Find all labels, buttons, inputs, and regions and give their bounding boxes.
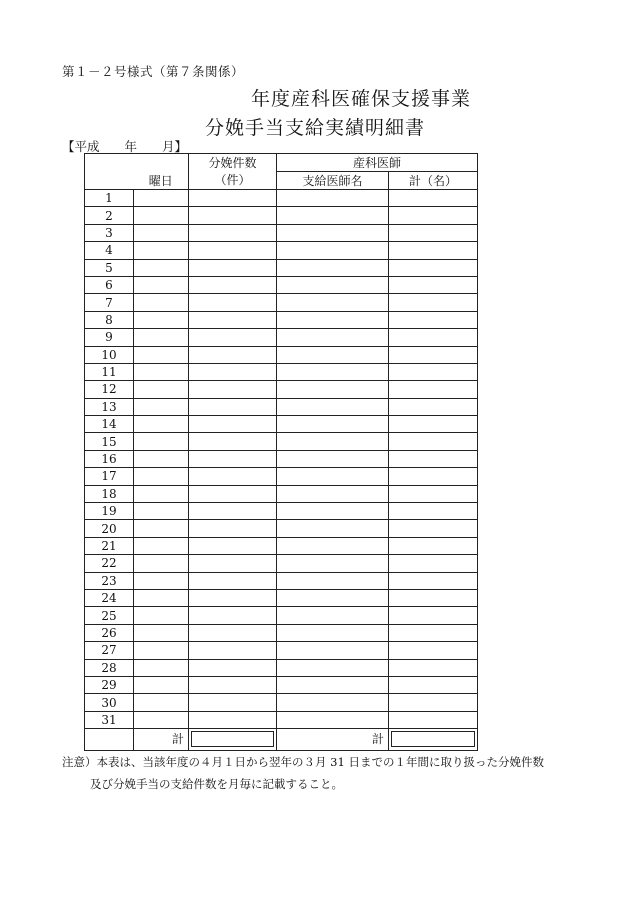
paid-doctor-name-cell[interactable] <box>277 346 389 363</box>
paid-doctor-name-cell[interactable] <box>277 468 389 485</box>
paid-doctor-name-cell[interactable] <box>277 190 389 207</box>
weekday-cell[interactable] <box>134 520 189 537</box>
deliveries-cell[interactable] <box>189 294 277 311</box>
deliveries-cell[interactable] <box>189 329 277 346</box>
day-number: 11 <box>85 363 134 380</box>
doctor-count-cell[interactable] <box>389 381 478 398</box>
deliveries-cell[interactable] <box>189 572 277 589</box>
doctor-count-cell[interactable] <box>389 642 478 659</box>
paid-doctor-name-cell[interactable] <box>277 572 389 589</box>
doctor-count-cell[interactable] <box>389 659 478 676</box>
doctor-count-cell[interactable] <box>389 468 478 485</box>
day-number: 24 <box>85 589 134 606</box>
day-number: 26 <box>85 624 134 641</box>
deliveries-cell[interactable] <box>189 694 277 711</box>
table-row <box>85 485 478 502</box>
table-row <box>85 503 478 520</box>
weekday-cell[interactable] <box>134 259 189 276</box>
weekday-cell[interactable] <box>134 711 189 728</box>
paid-doctor-name-cell[interactable] <box>277 711 389 728</box>
day-number: 5 <box>85 259 134 276</box>
day-number: 1 <box>85 190 134 207</box>
doctor-count-cell[interactable] <box>389 555 478 572</box>
table-row <box>85 381 478 398</box>
weekday-cell[interactable] <box>134 190 189 207</box>
delivery-allowance-table <box>84 153 477 751</box>
deliveries-cell[interactable] <box>189 276 277 293</box>
day-number: 3 <box>85 224 134 241</box>
paid-doctor-name-cell[interactable] <box>277 242 389 259</box>
table-row <box>85 259 478 276</box>
deliveries-cell[interactable] <box>189 450 277 467</box>
paid-doctor-name-cell[interactable] <box>277 207 389 224</box>
paid-doctor-name-cell[interactable] <box>277 311 389 328</box>
day-number: 8 <box>85 311 134 328</box>
doctor-count-cell[interactable] <box>389 485 478 502</box>
form-number: 第１－２号様式（第７条関係） <box>62 64 245 79</box>
table-row <box>85 224 478 241</box>
paid-doctor-name-cell[interactable] <box>277 694 389 711</box>
weekday-cell[interactable] <box>134 642 189 659</box>
day-number: 31 <box>85 711 134 728</box>
doctor-count-cell[interactable] <box>389 207 478 224</box>
table-row <box>85 433 478 450</box>
deliveries-cell[interactable] <box>189 642 277 659</box>
deliveries-unit-header: （件） <box>189 172 277 190</box>
weekday-cell[interactable] <box>134 676 189 693</box>
weekday-cell[interactable] <box>134 694 189 711</box>
table-row <box>85 589 478 606</box>
document-title-line2: 分娩手当支給実績明細書 <box>204 117 425 139</box>
deliveries-cell[interactable] <box>189 311 277 328</box>
paid-doctor-name-cell[interactable] <box>277 259 389 276</box>
deliveries-cell[interactable] <box>189 207 277 224</box>
deliveries-cell[interactable] <box>189 259 277 276</box>
weekday-cell[interactable] <box>134 607 189 624</box>
deliveries-total-field[interactable] <box>189 729 277 750</box>
weekday-cell[interactable] <box>134 294 189 311</box>
weekday-cell[interactable] <box>134 363 189 380</box>
obstetrician-group-header: 産科医師 <box>277 154 478 172</box>
weekday-cell[interactable] <box>134 329 189 346</box>
table-row <box>85 607 478 624</box>
deliveries-cell[interactable] <box>189 416 277 433</box>
day-number: 2 <box>85 207 134 224</box>
paid-doctor-name-cell[interactable] <box>277 676 389 693</box>
day-number: 7 <box>85 294 134 311</box>
note-line-1: 注意）本表は、当該年度の４月１日から翌年の３月 31 日までの１年間に取り扱った分娩件数 <box>62 755 544 769</box>
table-row <box>85 659 478 676</box>
deliveries-cell[interactable] <box>189 624 277 641</box>
paid-doctor-name-cell[interactable] <box>277 607 389 624</box>
doctor-count-cell[interactable] <box>389 711 478 728</box>
note-line-2: 及び分娩手当の支給件数を月毎に記載すること。 <box>90 777 343 791</box>
deliveries-cell[interactable] <box>189 433 277 450</box>
day-number: 20 <box>85 520 134 537</box>
weekday-cell[interactable] <box>134 346 189 363</box>
table-row <box>85 711 478 728</box>
table-row <box>85 520 478 537</box>
day-number: 15 <box>85 433 134 450</box>
table-row <box>85 346 478 363</box>
doctor-count-cell[interactable] <box>389 190 478 207</box>
doctor-count-cell[interactable] <box>389 694 478 711</box>
table-row <box>85 190 478 207</box>
doctor-count-cell[interactable] <box>389 676 478 693</box>
paid-doctor-name-cell[interactable] <box>277 276 389 293</box>
table-row <box>85 207 478 224</box>
doctor-count-cell[interactable] <box>389 572 478 589</box>
doctor-count-cell[interactable] <box>389 294 478 311</box>
doctor-count-cell[interactable] <box>389 363 478 380</box>
deliveries-cell[interactable] <box>189 468 277 485</box>
paid-doctor-name-cell[interactable] <box>277 537 389 554</box>
doctor-count-cell[interactable] <box>389 450 478 467</box>
doctor-count-cell[interactable] <box>389 276 478 293</box>
deliveries-cell[interactable] <box>189 346 277 363</box>
table-row <box>85 555 478 572</box>
table-row <box>85 398 478 415</box>
doctor-count-cell[interactable] <box>389 607 478 624</box>
table-row <box>85 694 478 711</box>
day-number: 30 <box>85 694 134 711</box>
doctor-count-cell[interactable] <box>389 346 478 363</box>
deliveries-cell[interactable] <box>189 520 277 537</box>
doctor-count-cell[interactable] <box>389 224 478 241</box>
weekday-cell[interactable] <box>134 224 189 241</box>
paid-doctor-name-header: 支給医師名 <box>277 172 389 190</box>
table-row <box>85 294 478 311</box>
deliveries-cell[interactable] <box>189 503 277 520</box>
paid-doctor-name-cell[interactable] <box>277 624 389 641</box>
table-row <box>85 624 478 641</box>
table-row <box>85 311 478 328</box>
weekday-cell[interactable] <box>134 276 189 293</box>
table-row <box>85 676 478 693</box>
deliveries-cell[interactable] <box>189 398 277 415</box>
day-number: 22 <box>85 555 134 572</box>
weekday-cell[interactable] <box>134 311 189 328</box>
table-row <box>85 572 478 589</box>
weekday-cell[interactable] <box>134 555 189 572</box>
paid-doctor-name-cell[interactable] <box>277 294 389 311</box>
deliveries-cell[interactable] <box>189 485 277 502</box>
doctor-count-cell[interactable] <box>389 311 478 328</box>
day-number: 14 <box>85 416 134 433</box>
day-number: 29 <box>85 676 134 693</box>
weekday-cell[interactable] <box>134 503 189 520</box>
weekday-cell[interactable] <box>134 450 189 467</box>
doctor-count-cell[interactable] <box>389 624 478 641</box>
paid-doctor-name-cell[interactable] <box>277 381 389 398</box>
doctor-count-cell[interactable] <box>389 242 478 259</box>
doctor-count-header: 計（名） <box>389 172 478 190</box>
deliveries-header: 分娩件数 <box>189 154 277 172</box>
paid-doctor-name-cell[interactable] <box>277 450 389 467</box>
doctor-count-cell[interactable] <box>389 503 478 520</box>
day-number: 21 <box>85 537 134 554</box>
doctor-count-cell[interactable] <box>389 329 478 346</box>
weekday-cell[interactable] <box>134 242 189 259</box>
deliveries-cell[interactable] <box>189 190 277 207</box>
weekday-cell[interactable] <box>134 433 189 450</box>
day-number: 6 <box>85 276 134 293</box>
day-number: 12 <box>85 381 134 398</box>
notes <box>62 751 622 795</box>
weekday-cell[interactable] <box>134 589 189 606</box>
weekday-cell[interactable] <box>134 659 189 676</box>
table-row <box>85 329 478 346</box>
doctor-count-cell[interactable] <box>389 259 478 276</box>
weekday-cell[interactable] <box>134 572 189 589</box>
reporting-period: 【平成 年 月】 <box>62 139 188 154</box>
paid-doctor-name-cell[interactable] <box>277 416 389 433</box>
paid-doctor-name-cell[interactable] <box>277 589 389 606</box>
paid-doctor-name-cell[interactable] <box>277 642 389 659</box>
paid-doctor-name-cell[interactable] <box>277 398 389 415</box>
doctor-count-cell[interactable] <box>389 520 478 537</box>
paid-doctor-name-cell[interactable] <box>277 659 389 676</box>
table-row <box>85 537 478 554</box>
doctor-count-cell[interactable] <box>389 398 478 415</box>
day-number: 28 <box>85 659 134 676</box>
table-row <box>85 363 478 380</box>
table-row <box>85 242 478 259</box>
doctor-count-cell[interactable] <box>389 537 478 554</box>
paid-doctor-name-cell[interactable] <box>277 520 389 537</box>
day-number: 9 <box>85 329 134 346</box>
weekday-cell[interactable] <box>134 207 189 224</box>
deliveries-cell[interactable] <box>189 711 277 728</box>
day-number: 13 <box>85 398 134 415</box>
deliveries-cell[interactable] <box>189 676 277 693</box>
day-number: 18 <box>85 485 134 502</box>
weekday-cell[interactable] <box>134 416 189 433</box>
paid-doctor-name-cell[interactable] <box>277 503 389 520</box>
doctor-count-cell[interactable] <box>389 433 478 450</box>
doctor-count-cell[interactable] <box>389 416 478 433</box>
paid-doctor-name-cell[interactable] <box>277 485 389 502</box>
table-row <box>85 642 478 659</box>
weekday-cell[interactable] <box>134 624 189 641</box>
weekday-cell[interactable] <box>134 398 189 415</box>
weekday-cell[interactable] <box>134 468 189 485</box>
doctors-total-label: 計 <box>277 729 389 750</box>
document-title-line1: 年度産科医確保支援事業 <box>250 88 471 110</box>
table-row <box>85 468 478 485</box>
paid-doctor-name-cell[interactable] <box>277 363 389 380</box>
paid-doctor-name-cell[interactable] <box>277 433 389 450</box>
day-number: 17 <box>85 468 134 485</box>
table-row <box>85 450 478 467</box>
day-number: 16 <box>85 450 134 467</box>
deliveries-cell[interactable] <box>189 381 277 398</box>
day-number-header-cell <box>85 154 134 190</box>
deliveries-cell[interactable] <box>189 555 277 572</box>
weekday-cell[interactable] <box>134 485 189 502</box>
doctor-count-cell[interactable] <box>389 589 478 606</box>
weekday-cell[interactable] <box>134 537 189 554</box>
weekday-cell[interactable] <box>134 381 189 398</box>
weekday-header: 曜日 <box>134 154 189 190</box>
table-row <box>85 416 478 433</box>
day-number: 10 <box>85 346 134 363</box>
day-number: 19 <box>85 503 134 520</box>
deliveries-cell[interactable] <box>189 589 277 606</box>
paid-doctor-name-cell[interactable] <box>277 555 389 572</box>
totals-row <box>85 729 478 750</box>
day-number: 23 <box>85 572 134 589</box>
paid-doctor-name-cell[interactable] <box>277 329 389 346</box>
deliveries-cell[interactable] <box>189 659 277 676</box>
deliveries-cell[interactable] <box>189 607 277 624</box>
deliveries-cell[interactable] <box>189 537 277 554</box>
day-number: 27 <box>85 642 134 659</box>
table-row <box>85 276 478 293</box>
doctors-total-field[interactable] <box>389 729 478 750</box>
paid-doctor-name-cell[interactable] <box>277 224 389 241</box>
day-number: 25 <box>85 607 134 624</box>
deliveries-total-label: 計 <box>134 729 189 750</box>
deliveries-cell[interactable] <box>189 224 277 241</box>
day-number: 4 <box>85 242 134 259</box>
deliveries-cell[interactable] <box>189 363 277 380</box>
deliveries-cell[interactable] <box>189 242 277 259</box>
